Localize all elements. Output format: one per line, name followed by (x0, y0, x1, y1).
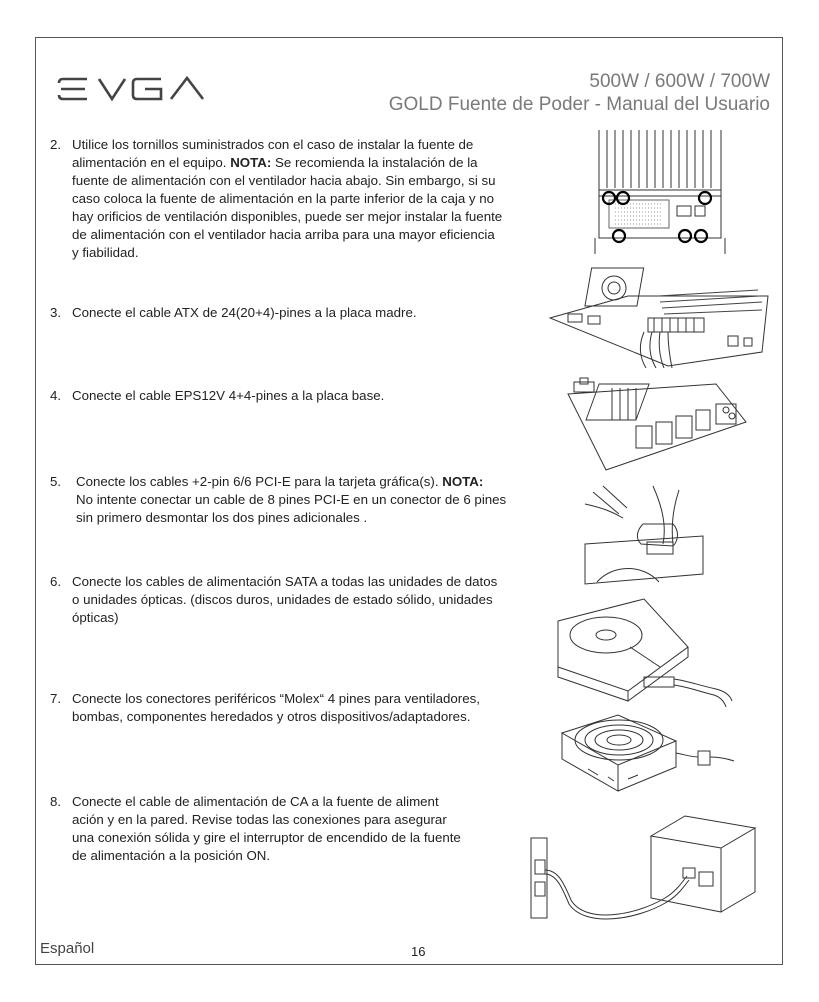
step-text-line: de alimentación a la posición ON. (72, 848, 271, 863)
step-text-line (72, 154, 542, 172)
atx-motherboard-illustration (548, 266, 770, 370)
footer-language: Español (40, 940, 95, 957)
step-text-line: hay orificios de ventilación disponibles, puede ser mejor instalar la fuente (72, 209, 503, 224)
step-text-line: Conecte los cables de alimentación SATA a todas las unidades de datos (72, 574, 498, 589)
step-text-line: Conecte el cable de alimentación de CA a la fuente de aliment (72, 794, 439, 809)
evga-logo (57, 73, 207, 105)
step-text-line: caso coloca la fuente de alimentación en la parte inferior de la caja y no (72, 191, 495, 206)
step-number: 3. (50, 305, 62, 320)
step-7 (50, 690, 542, 726)
step-text-line (76, 473, 556, 491)
step-text-line: fuente de alimentación con el ventilador hacia abajo. Sin embargo, si su (72, 173, 496, 188)
pcie-connector-illustration (583, 484, 705, 594)
step-number: 4. (50, 388, 62, 403)
step-number: 7. (50, 691, 62, 706)
step-text-line: No intente conectar un cable de 8 pines PCI-E en un conector de 6 pines (76, 492, 507, 507)
note-label: NOTA: (230, 155, 272, 170)
step-2 (50, 136, 542, 262)
step-text-line: Conecte el cable EPS12V 4+4-pines a la placa base. (72, 388, 385, 403)
step-text-line: Conecte los conectores periféricos “Molex“ 4 pines para ventiladores, (72, 691, 480, 706)
step-text-line: Conecte el cable ATX de 24(20+4)-pines a la placa madre. (72, 305, 417, 320)
step-text-line: Utilice los tornillos suministrados con el caso de instalar la fuente de (72, 137, 474, 152)
step-text-segment: alimentación en el equipo. (72, 155, 227, 170)
step-number: 2. (50, 137, 62, 152)
step-number: 6. (50, 574, 62, 589)
step-number: 8. (50, 794, 62, 809)
step-4 (50, 387, 542, 405)
step-text-line: una conexión sólida y gire el interruptor de encendido de la fuente (72, 830, 461, 845)
step-text-line: de alimentación con el ventilador hacia arriba para una mayor eficiencia (72, 227, 495, 242)
step-text-segment: Se recomienda la instalación de la (275, 155, 478, 170)
note-label: NOTA: (442, 474, 484, 489)
step-text-line: ación y en la pared. Revise todas las conexiones para asegurar (72, 812, 447, 827)
step-3 (50, 304, 542, 322)
step-8 (50, 793, 502, 865)
eps12v-board-illustration (566, 376, 748, 472)
page-number: 16 (411, 944, 426, 959)
header-models: 500W / 600W / 700W (589, 71, 770, 92)
step-text-line: o unidades ópticas. (discos duros, unidades de estado sólido, unidades (72, 592, 493, 607)
step-text-line: y fiabilidad. (72, 245, 139, 260)
step-6 (50, 573, 542, 627)
step-text-line: sin primero desmontar los dos pines adicionales . (76, 510, 368, 525)
ac-cable-psu-illustration (525, 808, 757, 934)
header-title: GOLD Fuente de Poder - Manual del Usuario (388, 94, 770, 115)
molex-fan-illustration (558, 713, 736, 799)
step-text-line: ópticas) (72, 610, 119, 625)
step-5 (50, 473, 556, 527)
sata-drive-illustration (548, 597, 734, 717)
step-number: 5. (50, 474, 62, 489)
step-text-segment: Conecte los cables +2-pin 6/6 PCI-E para la tarjeta gráfica(s). (76, 474, 439, 489)
case-screws-illustration (585, 128, 730, 256)
step-text-line: bombas, componentes heredados y otros dispositivos/adaptadores. (72, 709, 471, 724)
evga-logo-graphic (57, 73, 207, 105)
